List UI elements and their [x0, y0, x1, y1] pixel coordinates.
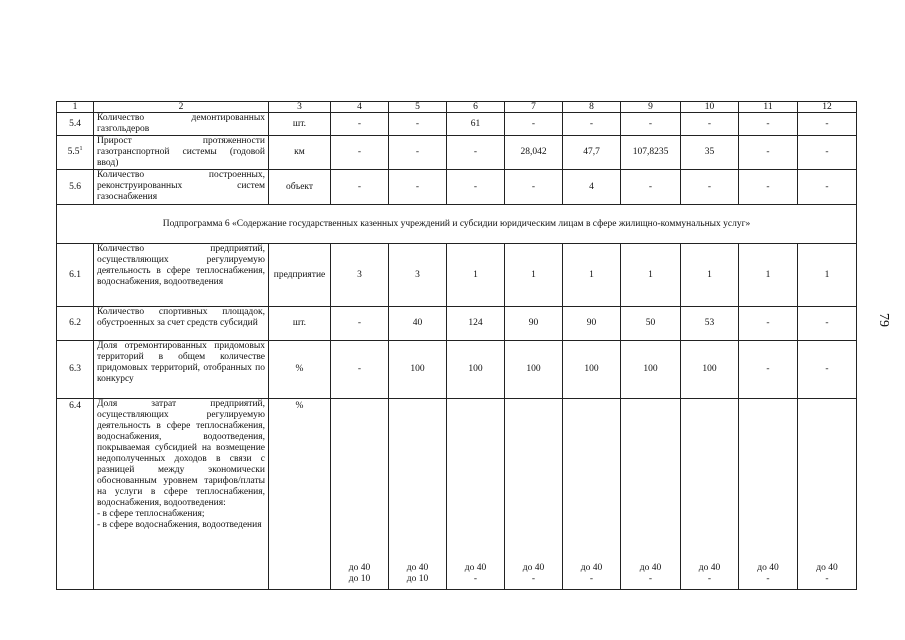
row-description — [94, 399, 269, 590]
cell-line: до 10 — [348, 574, 371, 584]
table-header-row — [57, 102, 857, 113]
row-number: 5.6 — [57, 170, 94, 205]
column-header: 3 — [269, 102, 331, 113]
cell-line: - — [531, 574, 536, 584]
table-cell: - — [505, 113, 563, 136]
row-unit: % — [269, 341, 331, 399]
cell-line: до 40 — [816, 563, 838, 573]
table-row — [57, 113, 857, 136]
table-cell: - — [331, 307, 389, 341]
cell-line: до 40 — [522, 563, 545, 573]
cell-line: до 40 — [698, 563, 721, 573]
cell-line: до 10 — [406, 574, 429, 584]
table-cell: 1 — [798, 244, 857, 307]
row-description: Количество предприятий, осуществляющих регулируемую деятельность в сфере теплоснабжения, водоснабжения, водоотведения — [94, 244, 269, 307]
cell-line: - — [707, 574, 712, 584]
table-cell — [739, 399, 798, 590]
row-number-superscript: 1 — [79, 145, 83, 152]
table-cell: - — [331, 170, 389, 205]
row-sub-item: - в сфере водоснабжения, водоотведения — [97, 520, 262, 530]
table-cell: 100 — [563, 341, 621, 399]
column-header: 4 — [331, 102, 389, 113]
subprogram-row — [57, 205, 857, 244]
row-unit: предприятие — [269, 244, 331, 307]
table-cell: 1 — [621, 244, 681, 307]
row-description: Количество построенных, реконструированных систем газоснабжения — [94, 170, 269, 205]
table-row — [57, 399, 857, 590]
table-cell: 100 — [681, 341, 739, 399]
table-cell: 90 — [505, 307, 563, 341]
table-cell: - — [798, 341, 857, 399]
table-cell — [563, 399, 621, 590]
table-row — [57, 244, 857, 307]
table-cell — [389, 399, 447, 590]
table-cell: 1 — [563, 244, 621, 307]
row-number: 6.3 — [57, 341, 94, 399]
row-description: Прирост протяженности газотранспортной системы (годовой ввод) — [94, 136, 269, 170]
cell-line: - — [648, 574, 653, 584]
table-cell: 4 — [563, 170, 621, 205]
table-cell: - — [739, 307, 798, 341]
column-header: 8 — [563, 102, 621, 113]
table-cell — [331, 399, 389, 590]
cell-line: - — [589, 574, 594, 584]
cell-line: до 40 — [757, 563, 779, 573]
cell-line: до 40 — [406, 563, 429, 573]
table-cell: 40 — [389, 307, 447, 341]
table-cell: 1 — [447, 244, 505, 307]
table-cell: - — [389, 113, 447, 136]
row-description: Доля отремонтированных придомовых территорий в общем количестве придомовых территорий, отобранных по конкурсу — [94, 341, 269, 399]
column-header: 9 — [621, 102, 681, 113]
table-cell: 100 — [505, 341, 563, 399]
column-header: 2 — [94, 102, 269, 113]
row-number-text: 5.5 — [67, 147, 80, 157]
table-cell — [505, 399, 563, 590]
table-cell — [681, 399, 739, 590]
table-cell: 61 — [447, 113, 505, 136]
row-number: 6.4 — [57, 399, 94, 590]
table-cell: 35 — [681, 136, 739, 170]
table-cell: 1 — [505, 244, 563, 307]
table-cell: 107,8235 — [621, 136, 681, 170]
cell-line: до 40 — [464, 563, 487, 573]
table-cell: 50 — [621, 307, 681, 341]
row-description: Количество спортивных площадок, обустроенных за счет средств субсидий — [94, 307, 269, 341]
column-header: 1 — [57, 102, 94, 113]
row-number: 6.1 — [57, 244, 94, 307]
table-cell: 124 — [447, 307, 505, 341]
cell-line: до 40 — [639, 563, 662, 573]
table-cell: 100 — [447, 341, 505, 399]
table-cell: - — [621, 170, 681, 205]
table-cell: 3 — [331, 244, 389, 307]
table-row — [57, 136, 857, 170]
table-cell: - — [331, 136, 389, 170]
indicator-table — [56, 101, 857, 590]
table-cell: 100 — [389, 341, 447, 399]
table-cell: - — [389, 170, 447, 205]
table-cell: - — [739, 170, 798, 205]
column-header: 10 — [681, 102, 739, 113]
table-cell: - — [798, 113, 857, 136]
table-cell: 47,7 — [563, 136, 621, 170]
table-cell: 100 — [621, 341, 681, 399]
table-cell: - — [621, 113, 681, 136]
table-cell: - — [505, 170, 563, 205]
row-number — [57, 136, 94, 170]
row-sub-item: - в сфере теплоснабжения; — [97, 509, 205, 519]
table-cell: - — [331, 341, 389, 399]
table-cell: - — [681, 170, 739, 205]
row-number: 5.4 — [57, 113, 94, 136]
column-header: 12 — [798, 102, 857, 113]
table-cell: 53 — [681, 307, 739, 341]
cell-line: - — [766, 574, 770, 584]
row-description: Количество демонтированных газгольдеров — [94, 113, 269, 136]
subprogram-title: Подпрограмма 6 «Содержание государственных казенных учреждений и субсидии юридическим лицам в сфере жилищно-коммунальных услуг» — [57, 205, 857, 244]
table-cell: - — [447, 136, 505, 170]
table-cell: - — [798, 170, 857, 205]
table-cell: - — [798, 307, 857, 341]
row-unit: шт. — [269, 113, 331, 136]
table-row — [57, 307, 857, 341]
column-header: 6 — [447, 102, 505, 113]
row-unit: шт. — [269, 307, 331, 341]
table-cell: 90 — [563, 307, 621, 341]
table-cell: 1 — [681, 244, 739, 307]
table-cell: - — [798, 136, 857, 170]
cell-line: - — [825, 574, 829, 584]
table-cell: - — [739, 136, 798, 170]
row-unit: объект — [269, 170, 331, 205]
row-description-text: Доля затрат предприятий, осуществляющих регулируемую деятельность в сфере теплоснабжения, водоснабжения, водоотведения, покрываемая субсидией на возмещение недополученных доходов в связи с разницей между экономически обоснованным уровнем тарифов/платы на услуги в сфере теплоснабжения, водоснабжения, водоотведения: — [97, 399, 265, 508]
column-header: 7 — [505, 102, 563, 113]
table-row — [57, 341, 857, 399]
table-row — [57, 170, 857, 205]
table-cell: 28,042 — [505, 136, 563, 170]
table-cell: - — [739, 341, 798, 399]
table-cell: - — [447, 170, 505, 205]
table-cell: - — [389, 136, 447, 170]
row-number: 6.2 — [57, 307, 94, 341]
column-header: 5 — [389, 102, 447, 113]
table-cell: - — [681, 113, 739, 136]
table-cell — [447, 399, 505, 590]
row-unit: % — [269, 399, 331, 590]
table-cell: - — [739, 113, 798, 136]
table-cell: - — [331, 113, 389, 136]
table-cell — [798, 399, 857, 590]
table-cell: 1 — [739, 244, 798, 307]
column-header: 11 — [739, 102, 798, 113]
cell-line: до 40 — [348, 563, 371, 573]
row-unit: км — [269, 136, 331, 170]
table-cell: 3 — [389, 244, 447, 307]
cell-line: - — [473, 574, 478, 584]
table-cell — [621, 399, 681, 590]
cell-line: до 40 — [580, 563, 603, 573]
table-cell: - — [563, 113, 621, 136]
page-number: 79 — [876, 313, 891, 327]
